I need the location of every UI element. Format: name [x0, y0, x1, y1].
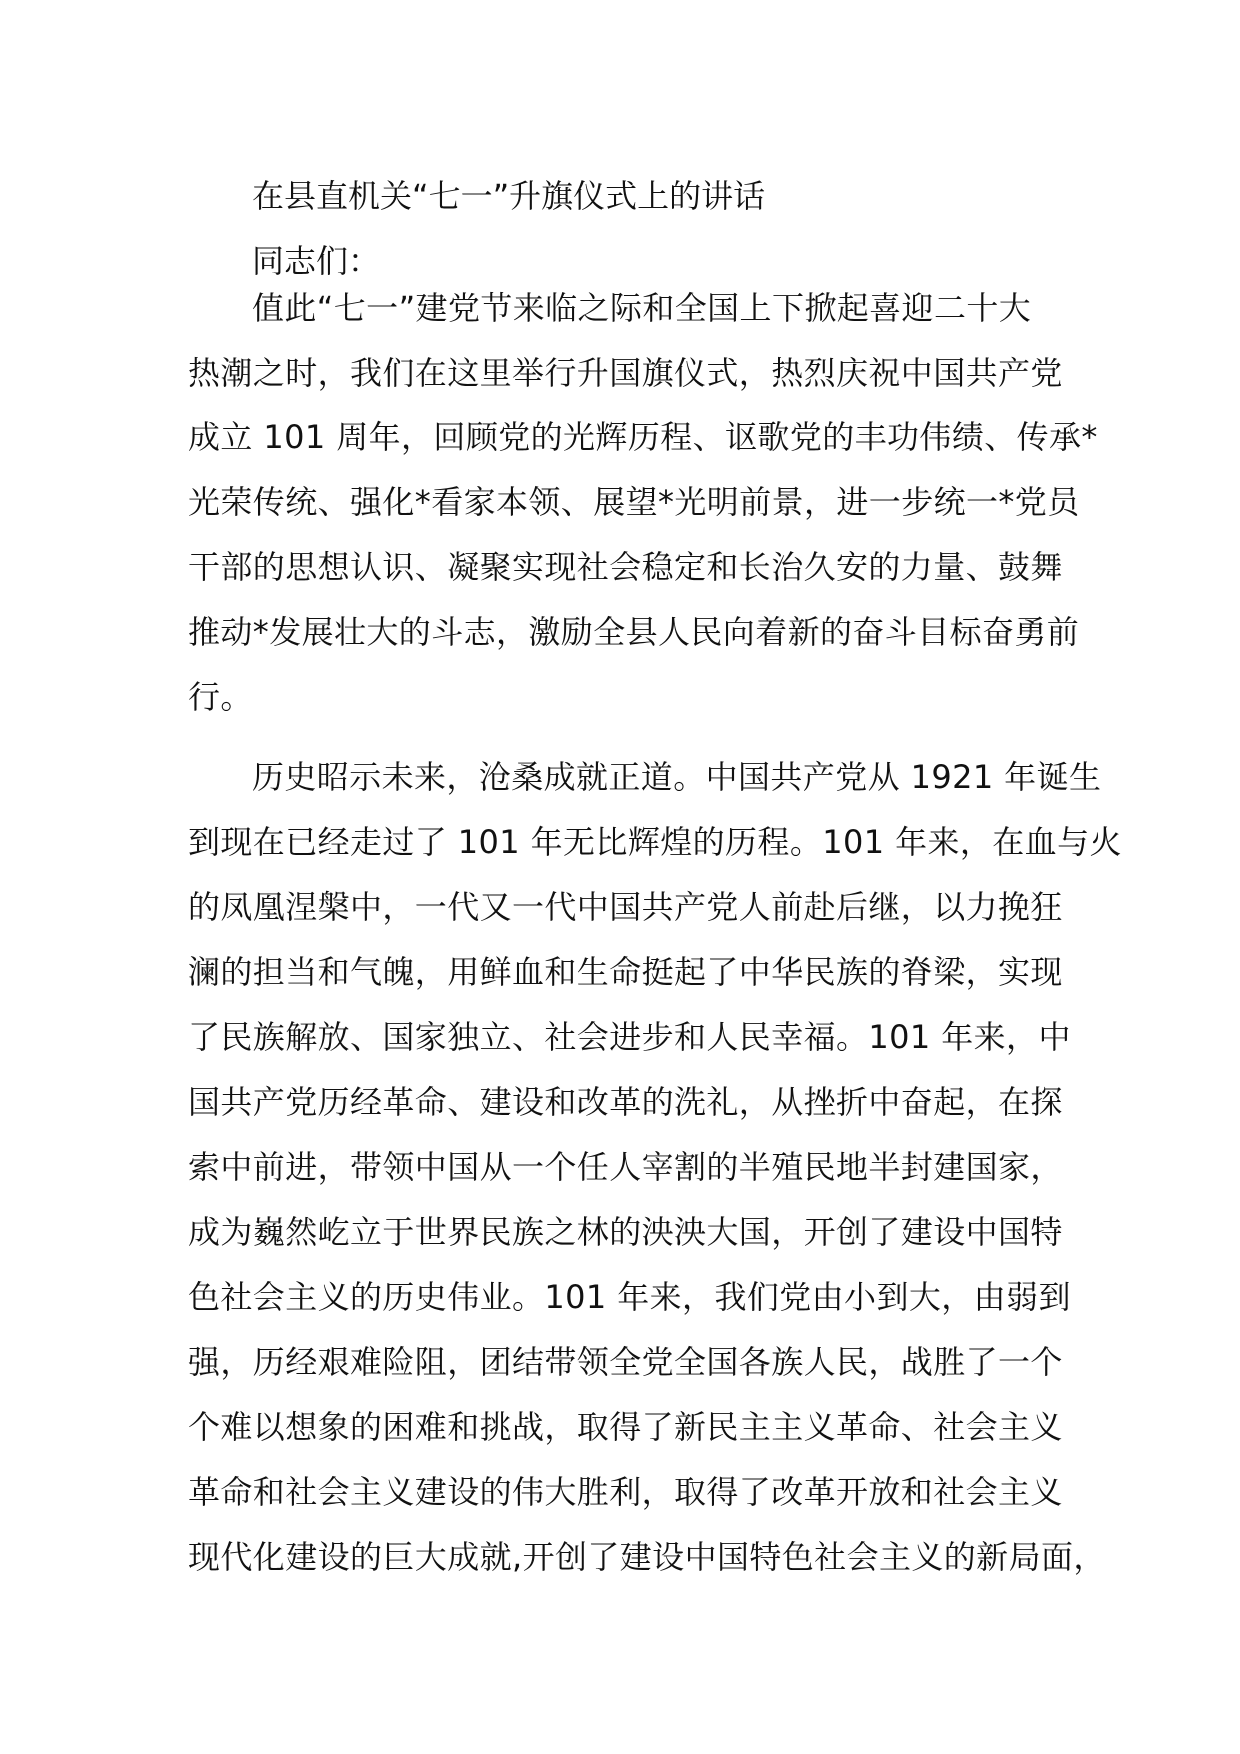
paragraph-1-line-6: 推动*发展壮大的斗志，激励全县人民向着新的奋斗目标奋勇前	[188, 613, 1080, 651]
paragraph-2-line-7: 索中前进，带领中国从一个任人宰割的半殖民地半封建国家，	[188, 1148, 1063, 1186]
paragraph-2-line-9: 色社会主义的历史伟业。101 年来，我们党由小到大，由弱到	[188, 1278, 1071, 1316]
paragraph-1-line-5: 干部的思想认识、凝聚实现社会稳定和长治久安的力量、鼓舞	[188, 548, 1063, 586]
paragraph-2-line-10: 强，历经艰难险阻，团结带领全党全国各族人民，战胜了一个	[188, 1343, 1063, 1381]
paragraph-2-line-11: 个难以想象的困难和挑战，取得了新民主主义革命、社会主义	[188, 1408, 1063, 1446]
paragraph-1-line-2: 热潮之时，我们在这里举行升国旗仪式，热烈庆祝中国共产党	[188, 354, 1063, 392]
paragraph-1-line-7: 行。	[188, 678, 253, 716]
paragraph-2-line-6: 国共产党历经革命、建设和改革的洗礼，从挫折中奋起，在探	[188, 1083, 1063, 1121]
paragraph-2-line-13: 现代化建设的巨大成就,开创了建设中国特色社会主义的新局面，	[188, 1538, 1106, 1576]
paragraph-2-line-2: 到现在已经走过了 101 年无比辉煌的历程。101 年来，在血与火	[188, 823, 1122, 861]
paragraph-2-line-4: 澜的担当和气魄，用鲜血和生命挺起了中华民族的脊梁，实现	[188, 953, 1063, 991]
paragraph-2-line-1: 历史昭示未来，沧桑成就正道。中国共产党从 1921 年诞生	[252, 758, 1102, 796]
salutation: 同志们：	[252, 242, 381, 280]
paragraph-2-line-5: 了民族解放、国家独立、社会进步和人民幸福。101 年来，中	[188, 1018, 1071, 1056]
paragraph-2-line-12: 革命和社会主义建设的伟大胜利，取得了改革开放和社会主义	[188, 1473, 1063, 1511]
paragraph-1-line-4: 光荣传统、强化*看家本领、展望*光明前景，进一步统一*党员	[188, 483, 1080, 521]
paragraph-2-line-8: 成为巍然屹立于世界民族之林的泱泱大国，开创了建设中国特	[188, 1213, 1063, 1251]
paragraph-1-line-1: 值此“七一”建党节来临之际和全国上下掀起喜迎二十大	[252, 289, 1032, 327]
paragraph-2-line-3: 的凤凰涅槃中，一代又一代中国共产党人前赴后继，以力挽狂	[188, 888, 1063, 926]
paragraph-1-line-3: 成立 101 周年，回顾党的光辉历程、讴歌党的丰功伟绩、传承*	[188, 418, 1098, 456]
speech-title: 在县直机关“七一”升旗仪式上的讲话	[252, 177, 766, 215]
